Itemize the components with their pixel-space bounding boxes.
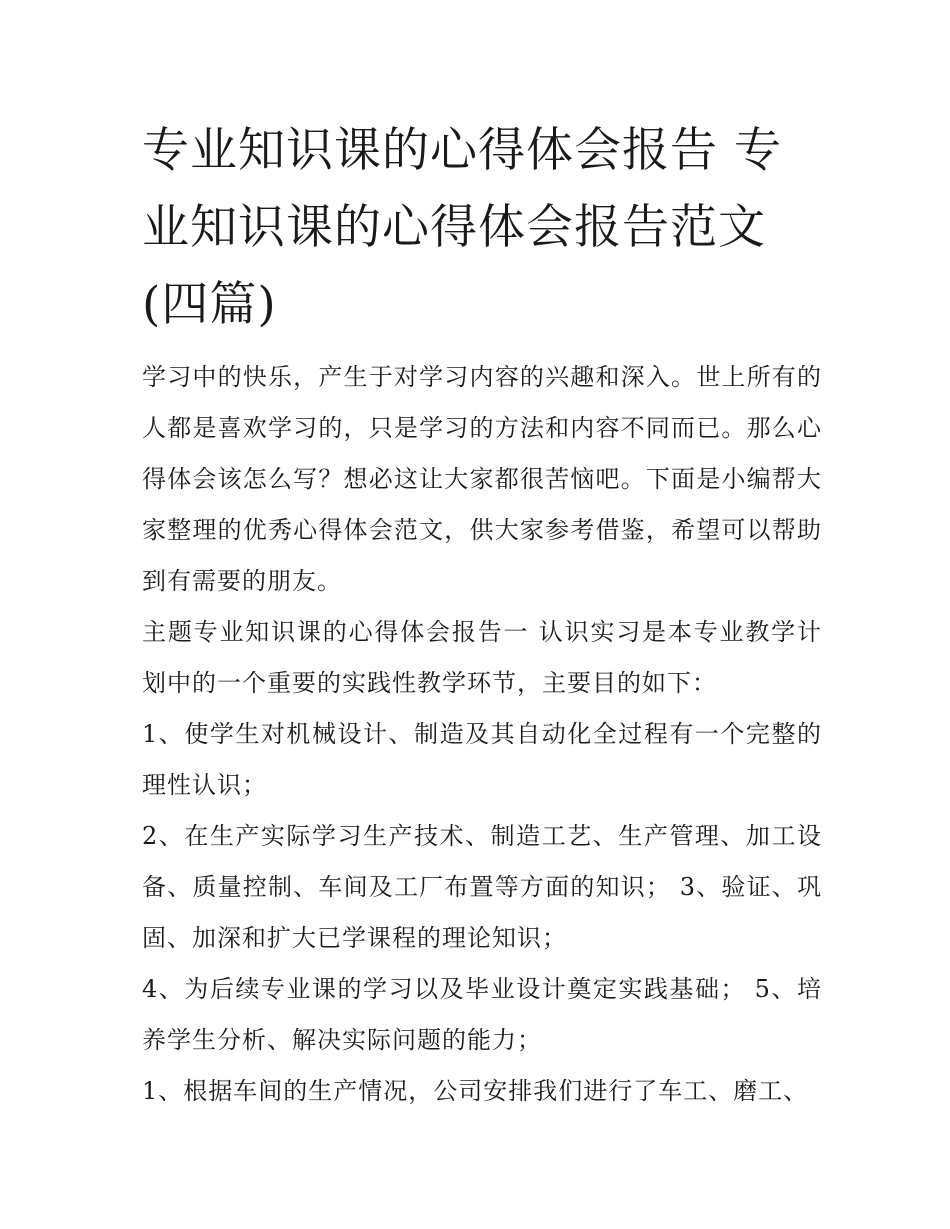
paragraph-report-one: 主题专业知识课的心得体会报告一 认识实习是本专业教学计划中的一个重要的实践性教学环节，主要目的如下：	[142, 618, 822, 697]
document-body	[142, 352, 822, 1117]
paragraph-workshop: 1、根据车间的生产情况，公司安排我们进行了车工、磨工、	[142, 1077, 809, 1105]
paragraph-intro: 学习中的快乐，产生于对学习内容的兴趣和深入。世上所有的人都是喜欢学习的，只是学习的方法和内容不同而已。那么心得体会该怎么写？想必这让大家都很苦恼吧。下面是小编帮大家整理的优秀心得体会范文，供大家参考借鉴，希望可以帮助到有需要的朋友。	[142, 363, 822, 595]
paragraph-item-4-5: 4、为后续专业课的学习以及毕业设计奠定实践基础； 5、培养学生分析、解决实际问题的能力；	[142, 975, 822, 1054]
document-title: 专业知识课的心得体会报告 专业知识课的心得体会报告范文(四篇)	[142, 123, 782, 332]
paragraph-item-2-3: 2、在生产实际学习生产技术、制造工艺、生产管理、加工设备、质量控制、车间及工厂布置等方面的知识； 3、验证、巩固、加深和扩大已学课程的理论知识；	[142, 822, 822, 952]
paragraph-item-1: 1、使学生对机械设计、制造及其自动化全过程有一个完整的理性认识；	[142, 720, 822, 799]
